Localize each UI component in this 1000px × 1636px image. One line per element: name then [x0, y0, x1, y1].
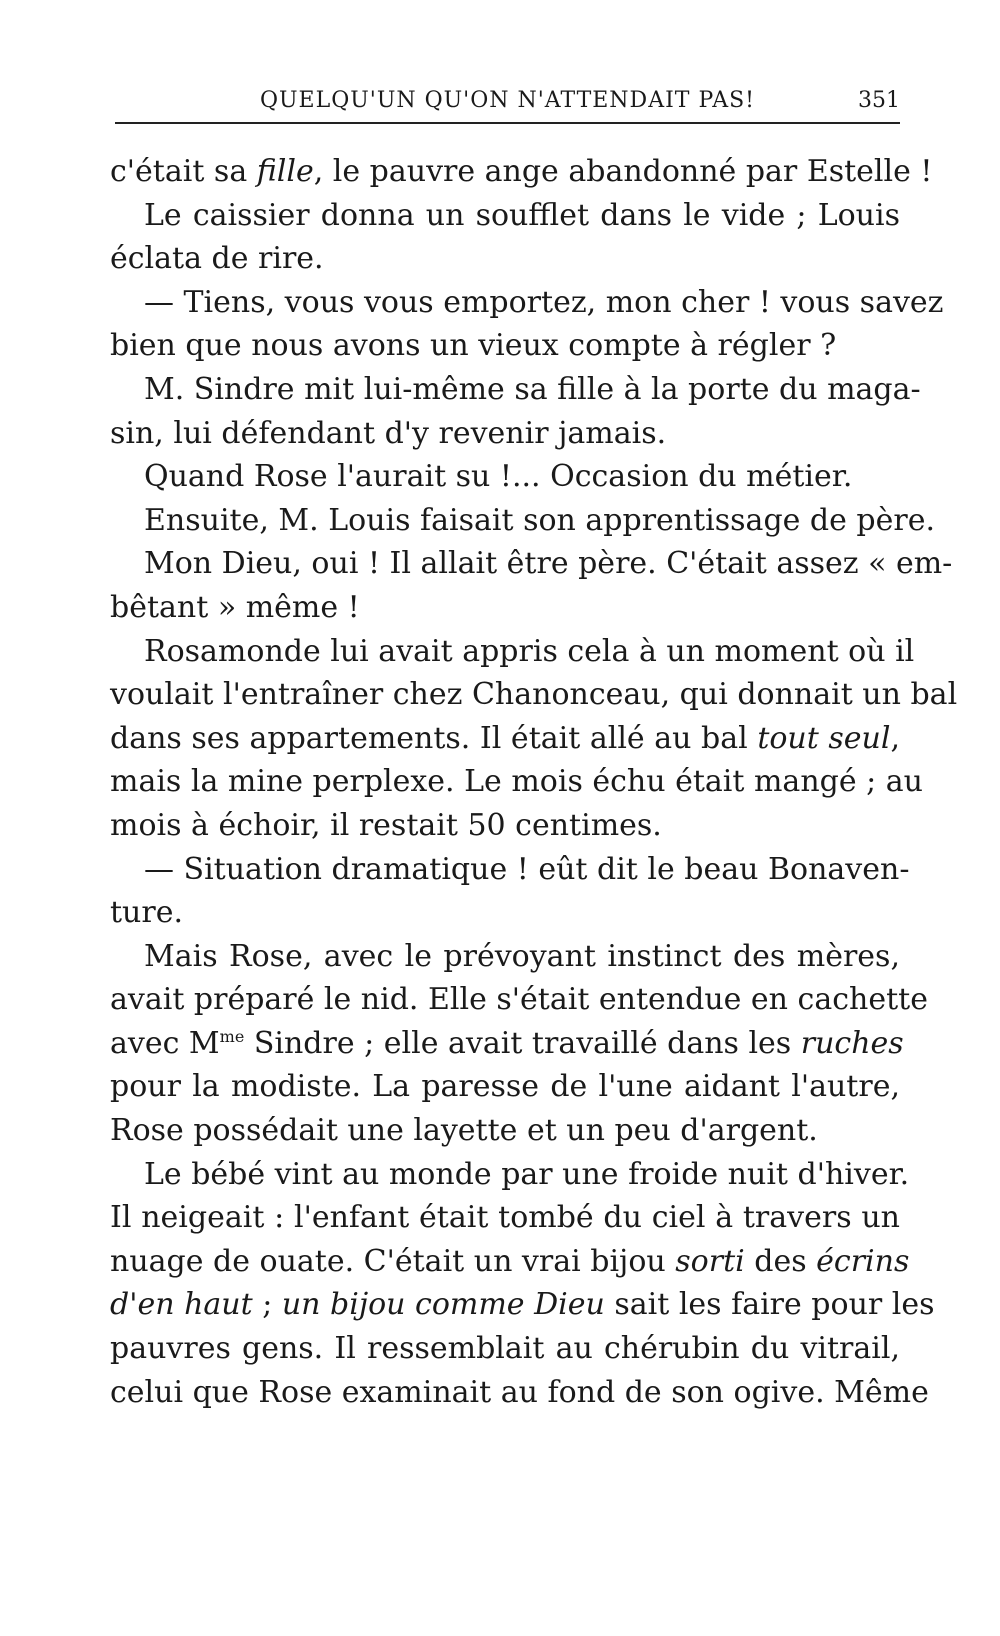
text-segment: ruches — [800, 1025, 904, 1061]
text-line — [110, 586, 900, 630]
text-segment: bêtant » même ! — [110, 589, 360, 625]
text-line — [110, 891, 900, 935]
text-segment: Le caissier donna un soufflet dans le vide ; Louis — [144, 197, 900, 233]
running-title: QUELQU'UN QU'ON N'ATTENDAIT PAS! — [259, 88, 756, 113]
text-segment: sin, lui défendant d'y revenir jamais. — [110, 415, 667, 451]
text-line — [110, 673, 958, 717]
text-segment: éclata de rire. — [110, 241, 324, 277]
text-segment: voulait l'entraîner chez Chanonceau, qui donnait un bal — [110, 677, 958, 713]
text-line — [110, 1327, 900, 1371]
text-segment: , — [890, 720, 900, 756]
text-line — [110, 368, 921, 412]
text-line — [110, 324, 900, 368]
text-segment: avait préparé le nid. Elle s'était entendue en cachette — [110, 982, 928, 1018]
page-number: 351 — [858, 88, 900, 113]
text-segment: d'en haut — [110, 1287, 253, 1323]
text-segment: Rose possédait une layette et un peu d'argent. — [110, 1113, 818, 1149]
text-segment: celui que Rose examinait au fond de son ogive. Même — [110, 1374, 929, 1410]
superscript: me — [219, 1026, 245, 1046]
text-segment: des — [744, 1243, 817, 1279]
text-segment: Mon Dieu, oui ! Il allait être père. C'était assez « em- — [144, 546, 953, 582]
text-segment: nuage de ouate. C'était un vrai bijou — [110, 1243, 676, 1279]
text-segment: fille — [256, 154, 314, 189]
text-segment: Sindre ; elle avait travaillé dans les — [244, 1025, 801, 1061]
text-line — [110, 1240, 910, 1284]
text-line — [110, 1022, 904, 1066]
text-segment: sorti — [675, 1243, 745, 1279]
text-segment: bien que nous avons un vieux compte à régler ? — [110, 328, 837, 364]
text-segment: écrins — [816, 1243, 910, 1279]
text-segment: ture. — [110, 895, 184, 931]
text-line — [110, 150, 933, 194]
text-segment: — Situation dramatique ! eût dit le beau Bonaven- — [144, 851, 910, 887]
text-line — [110, 412, 900, 456]
text-line — [110, 499, 936, 543]
text-line — [110, 760, 923, 804]
text-segment: Il neigeait : l'enfant était tombé du ciel à travers un — [110, 1200, 900, 1236]
text-segment: un bijou comme Dieu — [281, 1287, 605, 1323]
text-line — [110, 237, 900, 281]
text-line — [110, 1283, 935, 1327]
text-segment: sait les faire pour les — [604, 1287, 935, 1323]
text-segment: — Tiens, vous vous emportez, mon cher ! vous savez — [144, 284, 944, 320]
text-line — [110, 542, 953, 586]
text-line — [110, 935, 900, 979]
text-line — [110, 717, 900, 761]
text-segment: ; — [252, 1287, 282, 1323]
text-line — [110, 978, 928, 1022]
text-line — [110, 1371, 929, 1415]
text-segment: Rosamonde lui avait appris cela à un moment où il — [144, 633, 915, 669]
text-line — [110, 1065, 900, 1109]
text-segment: pauvres gens. Il ressemblait au chérubin du vitrail, — [110, 1331, 900, 1367]
text-line — [110, 1153, 910, 1197]
text-segment: c'était sa — [110, 154, 257, 189]
text-segment: pour la modiste. La paresse de l'une aidant l'autre, — [110, 1069, 900, 1105]
text-segment: avec M — [110, 1025, 220, 1061]
body-text — [110, 150, 958, 1414]
text-line — [110, 281, 944, 325]
text-line — [110, 804, 900, 848]
text-segment: mois à échoir, il restait 50 centimes. — [110, 807, 662, 843]
text-line — [110, 194, 900, 238]
text-segment: Ensuite, M. Louis faisait son apprentissage de père. — [144, 502, 936, 538]
text-segment: dans ses appartements. Il était allé au bal — [110, 720, 758, 756]
page-header — [115, 82, 900, 124]
text-segment: Mais Rose, avec le prévoyant instinct des mères, — [144, 938, 900, 974]
text-segment: Le bébé vint au monde par une froide nuit d'hiver. — [144, 1156, 910, 1192]
text-segment: tout seul — [757, 720, 891, 756]
text-line — [110, 630, 915, 674]
text-segment: M. Sindre mit lui-même sa fille à la porte du maga- — [144, 371, 921, 407]
text-segment: , le pauvre ange abandonné par Estelle ! — [313, 154, 933, 189]
text-line — [110, 455, 900, 499]
text-segment: mais la mine perplexe. Le mois échu était mangé ; au — [110, 764, 923, 800]
text-line — [110, 1196, 900, 1240]
text-line — [110, 848, 910, 892]
text-segment: Quand Rose l'aurait su !... Occasion du métier. — [144, 459, 853, 495]
text-line — [110, 1109, 900, 1153]
